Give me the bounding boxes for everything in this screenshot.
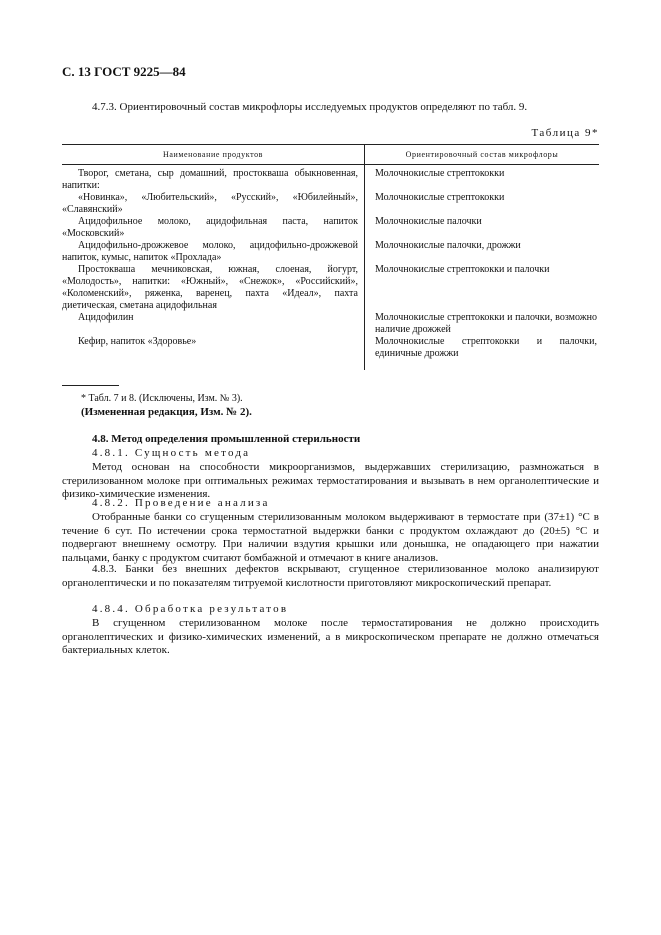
table-column-divider xyxy=(364,144,365,370)
table-top-rule xyxy=(62,144,599,145)
intro-paragraph: 4.7.3. Ориентировочный состав микрофлоры исследуемых продуктов определяют по табл. 9. xyxy=(92,101,528,113)
microflora-table xyxy=(62,144,599,370)
section-title: 4.8. Метод определения промышленной стерильности xyxy=(92,433,361,445)
table-row-microflora: Молочнокислые стрептококки и палочки xyxy=(375,264,550,275)
table-row-microflora: Молочнокислые палочки xyxy=(375,216,482,227)
table-row-microflora: Молочнокислые стрептококки xyxy=(375,192,505,203)
subsection-4-8-1-title: 4.8.1. Сущность метода xyxy=(92,447,251,459)
table-row-product: Простокваша мечниковская, южная, слоеная, йогурт, «Молодость», напитки: «Южный», «Снежок», «Российский», «Коломенский», ряженка, варенец, пахта «Идеал», пахта диетическая, сметана ацидофильная xyxy=(62,264,358,311)
table-row-microflora: Молочнокислые стрептококки и палочки, возможно наличие дрожжей xyxy=(375,312,597,335)
table-header-rule xyxy=(62,164,599,165)
subsection-4-8-3-text: 4.8.3. Банки без внешних дефектов вскрывают, сгущенное стерилизованное молоко анализируют органолептически и по показателям титруемой кислотности приготовляют микроскопический препарат. xyxy=(62,563,599,589)
column-header-products: Наименование продуктов xyxy=(162,150,264,159)
table-row-microflora: Молочнокислые палочки, дрожжи xyxy=(375,240,521,251)
page-header: С. 13 ГОСТ 9225—84 xyxy=(62,64,186,79)
footnote-rule xyxy=(62,385,119,386)
table-caption: Таблица 9* xyxy=(531,127,599,139)
table-row-product: Творог, сметана, сыр домашний, простокваша обыкновенная, напитки: xyxy=(62,168,358,191)
table-row-microflora: Молочнокислые стрептококки xyxy=(375,168,505,179)
amendment-note: (Измененная редакция, Изм. № 2). xyxy=(81,406,252,418)
subsection-4-8-2-title: 4.8.2. Проведение анализа xyxy=(92,497,270,509)
subsection-4-8-1-text: Метод основан на способности микроорганизмов, выдержавших стерилизацию, размножаться в стерилизованном молоке при оптимальных режимах термостатирования и вызывать в нем органолептические и физико-химические изменения. xyxy=(62,461,599,500)
subsection-4-8-4-text: В сгущенном стерилизованном молоке после термостатирования не должно происходить органолептических и физико-химических изменений, а в микроскопическом препарате не должно отмечаться бактериальных клеток. xyxy=(62,617,599,656)
subsection-4-8-4-title: 4.8.4. Обработка результатов xyxy=(92,603,289,615)
table-row-product: Ацидофильное молоко, ацидофильная паста, напиток «Московский» xyxy=(62,216,358,239)
table-row-product: Кефир, напиток «Здоровье» xyxy=(78,336,197,347)
table-row-product: Ацидофильно-дрожжевое молоко, ацидофильно-дрожжевой напиток, кумыс, напиток «Прохлада» xyxy=(62,240,358,263)
table-row-microflora: Молочнокислые стрептококки и палочки, единичные дрожжи xyxy=(375,336,597,359)
column-header-microflora: Ориентировочный состав микрофлоры xyxy=(405,150,559,159)
table-row-product: «Новинка», «Любительский», «Русский», «Юбилейный», «Славянский» xyxy=(62,192,358,215)
footnote: * Табл. 7 и 8. (Исключены, Изм. № 3). xyxy=(81,393,243,404)
subsection-4-8-2-text: Отобранные банки со сгущенным стерилизованным молоком выдерживают в термостате при (37±1) °С в течение 6 сут. По истечении срока термостатной выдержки банки с продуктом охлаждают до (20±5) °С и подвергают внешнему осмотру. При наличии вздутия крышки или донышка, не опадающего при нажатии пальцами, банку с продуктом считают бомбажной и отмечают в книге анализов. xyxy=(62,511,599,564)
table-row-product: Ацидофилин xyxy=(78,312,134,323)
